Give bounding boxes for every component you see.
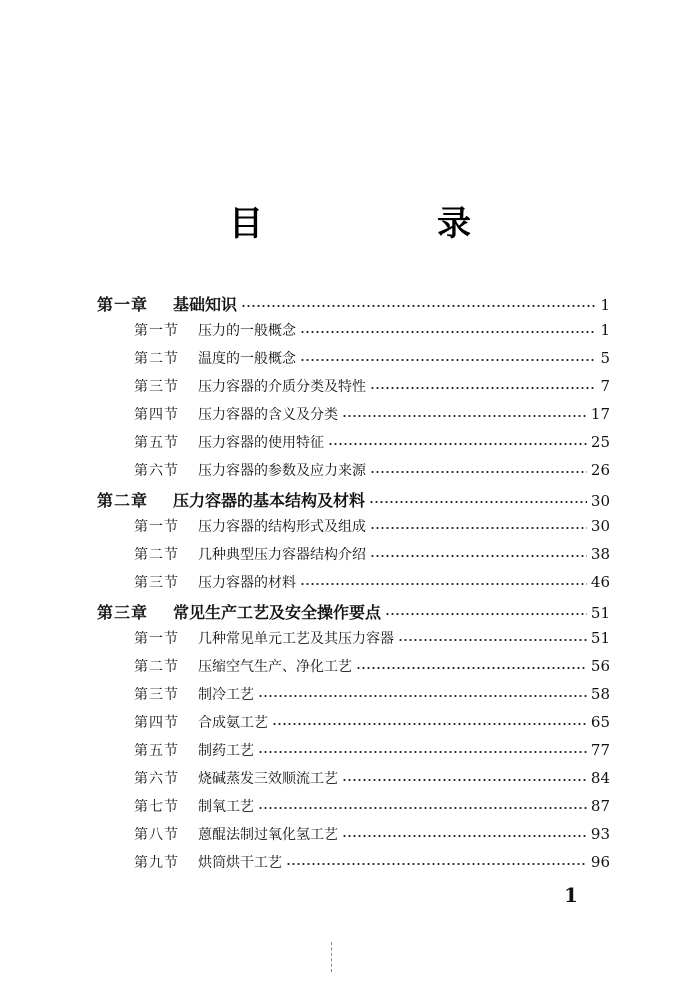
toc-number: 第九节 [134,855,179,871]
toc-section[interactable] [134,320,610,340]
toc-page: 17 [590,405,610,423]
toc-page: 96 [590,853,610,871]
toc-page: 84 [590,769,610,787]
dot-leader [300,583,587,585]
dot-leader [258,807,587,809]
toc-title: 常见生产工艺及安全操作要点 [173,603,382,622]
dot-leader [300,331,596,333]
toc-section[interactable] [134,348,610,368]
toc-section[interactable] [134,628,610,648]
toc-title: 制冷工艺 [198,687,254,703]
toc-title: 几种典型压力容器结构介绍 [198,547,366,563]
toc-title: 烘筒烘干工艺 [198,855,282,871]
dot-leader [369,501,587,503]
toc-title: 压力容器的基本结构及材料 [173,491,366,510]
toc-page: 93 [590,825,610,843]
toc-number: 第二节 [134,659,179,675]
toc-page: 65 [590,713,610,731]
toc-number: 第一节 [134,631,179,647]
page-number: 1 [564,883,578,907]
toc-chapter-3[interactable] [97,600,610,623]
toc-number: 第三章 [97,603,149,622]
toc-section[interactable] [134,376,610,396]
toc-number: 第二章 [97,491,149,510]
dot-leader [342,779,587,781]
dot-leader [272,723,587,725]
dot-leader [370,527,587,529]
toc-number: 第二节 [134,547,179,563]
toc-title: 合成氨工艺 [198,715,268,731]
toc-number: 第五节 [134,435,179,451]
binding-mark [331,942,332,972]
toc-page: 56 [590,657,610,675]
toc-title: 压力容器的材料 [198,575,296,591]
toc-number: 第八节 [134,827,179,843]
toc-title: 压力容器的使用特征 [198,435,324,451]
toc-number: 第六节 [134,771,179,787]
toc-title: 压力容器的参数及应力来源 [198,463,366,479]
dot-leader [342,835,587,837]
toc-number: 第七节 [134,799,179,815]
toc-title: 温度的一般概念 [198,351,296,367]
toc-page: 58 [590,685,610,703]
toc-title: 几种常见单元工艺及其压力容器 [198,631,394,647]
toc-page: 7 [600,377,610,395]
toc-title: 烧碱蒸发三效顺流工艺 [198,771,338,787]
dot-leader [370,471,587,473]
toc-page: 30 [590,492,610,510]
toc-title: 蒽醌法制过氧化氢工艺 [198,827,338,843]
toc-number: 第一节 [134,323,179,339]
toc-title: 压力的一般概念 [198,323,296,339]
toc-page: 46 [590,573,610,591]
toc-page: 5 [600,349,610,367]
toc-section[interactable] [134,460,610,480]
toc-number: 第一节 [134,519,179,535]
toc-chapter-2[interactable] [97,488,610,511]
toc-number: 第四节 [134,715,179,731]
toc-page: 51 [590,604,610,622]
toc-title: 压缩空气生产、净化工艺 [198,659,352,675]
toc-section[interactable] [134,432,610,452]
dot-leader [300,359,596,361]
toc-section[interactable] [134,656,610,676]
toc-number: 第二节 [134,351,179,367]
toc-number: 第五节 [134,743,179,759]
toc-section[interactable] [134,712,610,732]
dot-leader [398,639,587,641]
toc-section[interactable] [134,740,610,760]
toc-section[interactable] [134,404,610,424]
dot-leader [370,555,587,557]
toc-page: 51 [590,629,610,647]
toc-section[interactable] [134,796,610,816]
dot-leader [370,387,596,389]
dot-leader [286,863,587,865]
dot-leader [258,751,587,753]
toc-number: 第六节 [134,463,179,479]
toc-title: 压力容器的介质分类及特性 [198,379,366,395]
toc-page: 1 [600,321,610,339]
toc-chapter-1[interactable] [97,292,610,315]
toc-section[interactable] [134,572,610,592]
toc-number: 第三节 [134,687,179,703]
dot-leader [258,695,587,697]
toc-page: 30 [590,517,610,535]
toc-title: 制氧工艺 [198,799,254,815]
toc-page: 77 [590,741,610,759]
toc-number: 第三节 [134,575,179,591]
toc-section[interactable] [134,684,610,704]
toc-title: 压力容器的结构形式及组成 [198,519,366,535]
toc-page: 25 [590,433,610,451]
dot-leader [356,667,587,669]
toc-page: 87 [590,797,610,815]
toc-number: 第一章 [97,295,149,314]
toc-page: 1 [600,296,610,314]
dot-leader [328,443,587,445]
dot-leader [342,415,587,417]
toc-section[interactable] [134,824,610,844]
toc-page: 38 [590,545,610,563]
dot-leader [385,613,587,615]
toc-page: 26 [590,461,610,479]
toc-title: 制药工艺 [198,743,254,759]
toc-title: 基础知识 [173,295,238,314]
toc-title: 压力容器的含义及分类 [198,407,338,423]
toc-number: 第四节 [134,407,179,423]
toc-section[interactable] [134,768,610,788]
toc-section[interactable] [134,852,610,872]
toc-section[interactable] [134,516,610,536]
toc-number: 第三节 [134,379,179,395]
toc-section[interactable] [134,544,610,564]
dot-leader [241,305,596,307]
page-title: 目 录 [229,204,541,244]
